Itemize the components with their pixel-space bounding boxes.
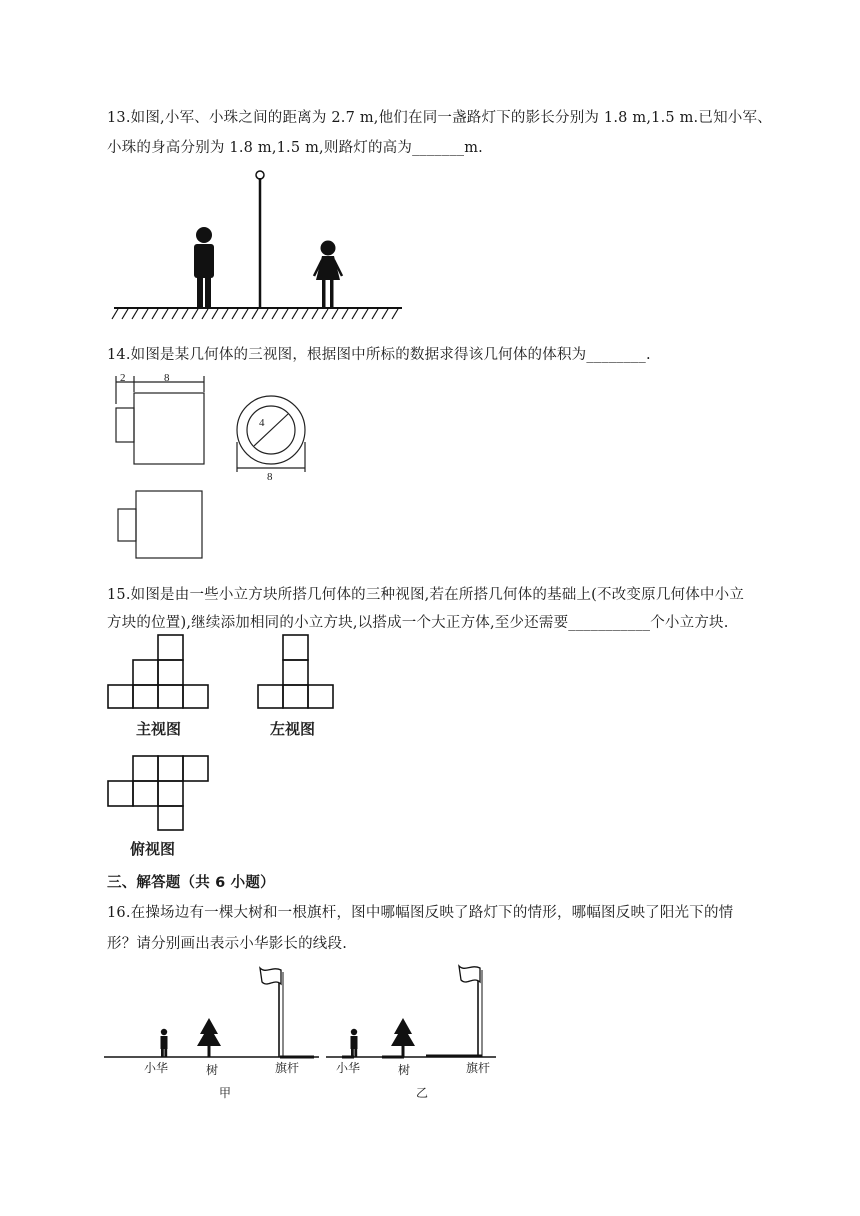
q16-a-label-flagpole: 旗杆 bbox=[275, 1061, 300, 1075]
q14-dim-8-top: 8 bbox=[164, 372, 170, 384]
q16-text-line2: 形？请分别画出表示小华影长的线段. bbox=[107, 936, 348, 952]
q15-top-caption: 俯视图 bbox=[130, 840, 176, 858]
q14-dim-4: 4 bbox=[259, 417, 265, 429]
q16-a-label-person: 小华 bbox=[144, 1061, 169, 1075]
q16-figure-b bbox=[326, 966, 496, 1057]
q13-text-line1: 13.如图,小军、小珠之间的距离为 2.7 m,他们在同一盏路灯下的影长分别为 1.8 m,1.5 m.已知小军、 bbox=[107, 110, 772, 126]
q13-streetlamp-figure bbox=[110, 168, 410, 326]
q16-figures bbox=[104, 960, 504, 1066]
q15-left-caption: 左视图 bbox=[270, 720, 316, 738]
q15-front-view bbox=[107, 633, 213, 709]
q14-dim-8-bottom: 8 bbox=[267, 471, 273, 483]
q16-b-label-person: 小华 bbox=[336, 1061, 361, 1075]
q15-left-view bbox=[256, 633, 336, 709]
q16-a-label-tree: 树 bbox=[206, 1063, 219, 1077]
q16-figure-a bbox=[104, 968, 319, 1057]
q14-three-views-figure bbox=[108, 370, 318, 570]
q16-text-line1: 16.在操场边有一棵大树和一根旗杆，图中哪幅图反映了路灯下的情形，哪幅图反映了阳光下的情 bbox=[107, 905, 734, 921]
q15-text-line2: 方块的位置),继续添加相同的小立方块,以搭成一个大正方体,至少还需要___________个小立方块. bbox=[107, 615, 729, 631]
section-3-title: 三、解答题（共 6 小题） bbox=[107, 875, 275, 891]
q15-front-caption: 主视图 bbox=[136, 720, 182, 738]
q13-text-line2: 小珠的身高分别为 1.8 m,1.5 m,则路灯的高为_______m. bbox=[107, 140, 483, 156]
q16-caption-b: 乙 bbox=[416, 1086, 429, 1100]
q15-top-view bbox=[107, 755, 213, 831]
q14-dim-2: 2 bbox=[120, 372, 126, 384]
q14-text: 14.如图是某几何体的三视图，根据图中所标的数据求得该几何体的体积为________. bbox=[107, 347, 651, 363]
q16-caption-a: 甲 bbox=[219, 1086, 232, 1100]
q16-b-label-flagpole: 旗杆 bbox=[466, 1061, 491, 1075]
q16-b-label-tree: 树 bbox=[398, 1063, 411, 1077]
q15-text-line1: 15.如图是由一些小立方块所搭几何体的三种视图,若在所搭几何体的基础上(不改变原几何体中小立 bbox=[107, 587, 745, 603]
